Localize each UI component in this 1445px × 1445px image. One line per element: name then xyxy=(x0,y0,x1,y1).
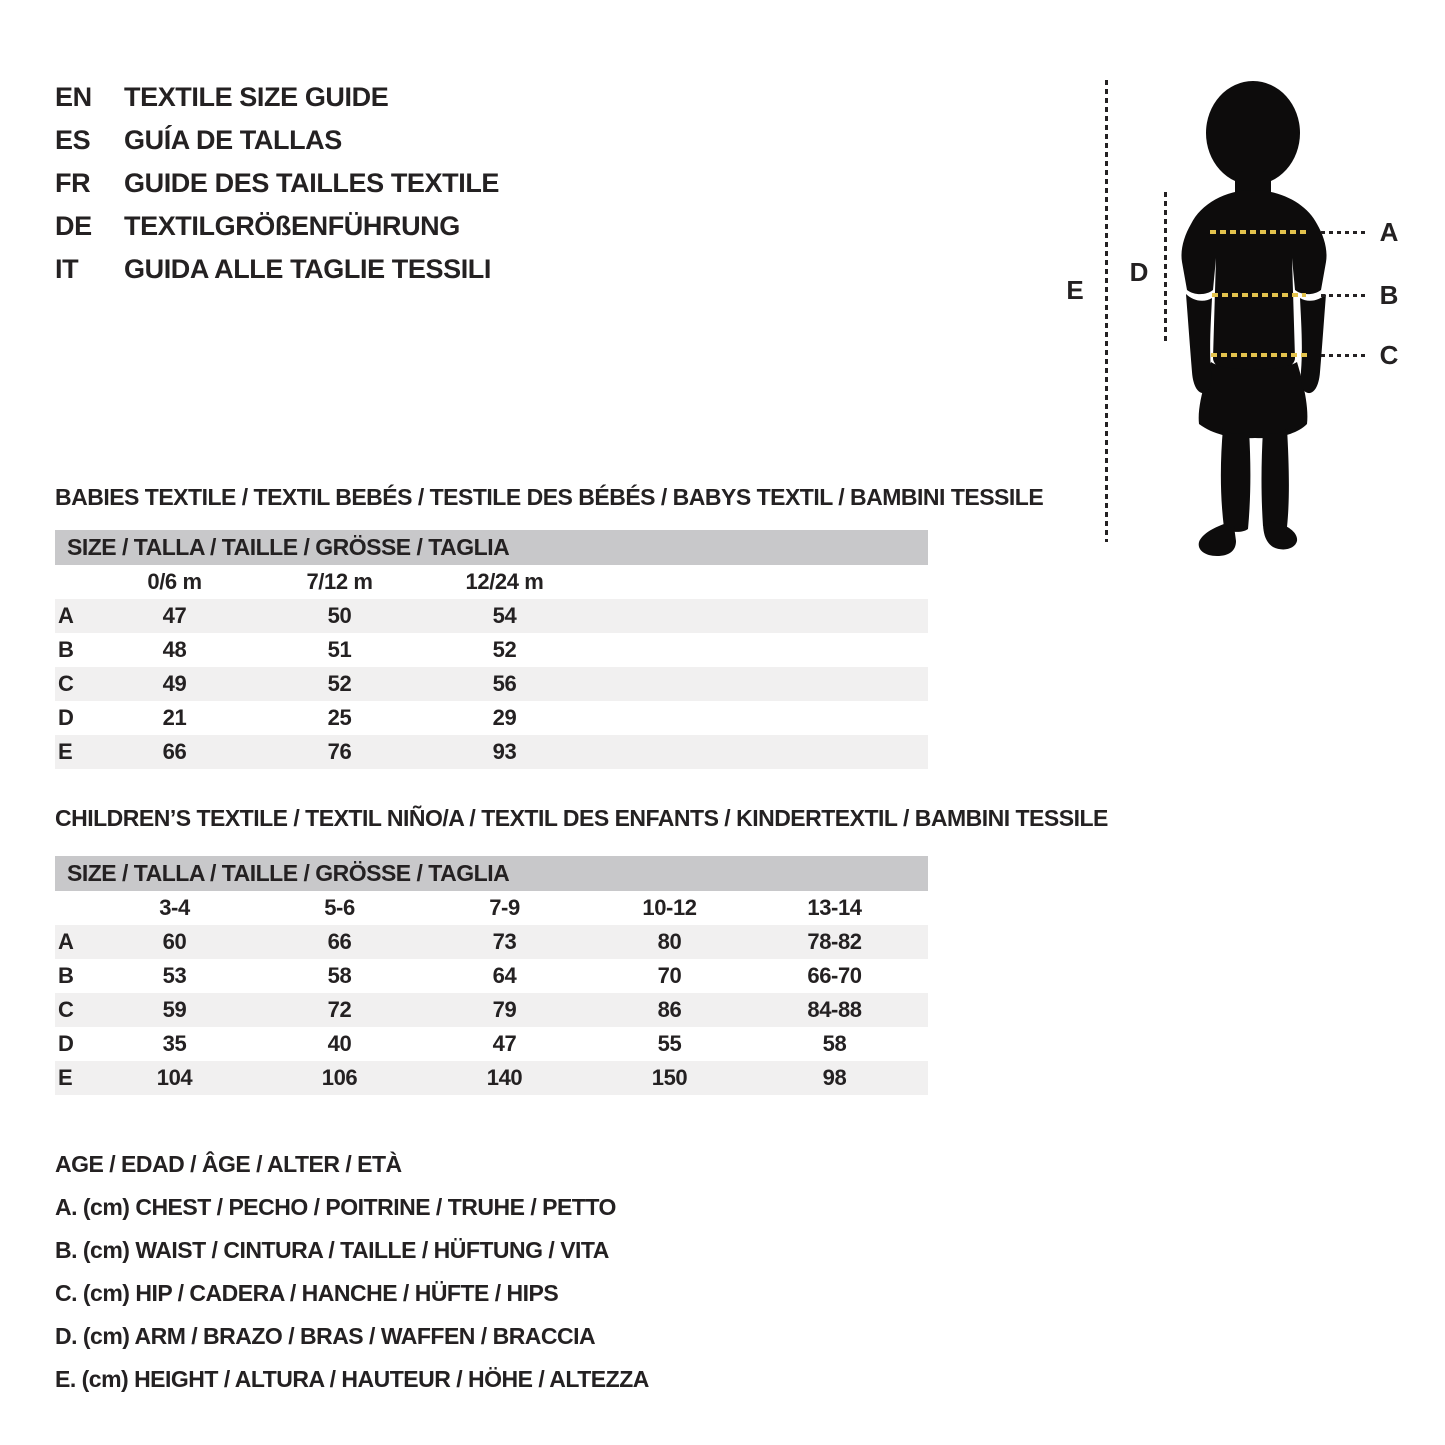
cell: 70 xyxy=(657,963,682,988)
table-row xyxy=(55,1061,928,1095)
cell: 48 xyxy=(162,637,187,662)
cell: 150 xyxy=(651,1065,688,1090)
cell: 98 xyxy=(822,1065,847,1090)
column-header: 0/6 m xyxy=(147,569,202,594)
row-label: E xyxy=(58,739,73,764)
cell: 72 xyxy=(327,997,352,1022)
legend-waist: B. (cm) WAIST / CINTURA / TAILLE / HÜFTUNG / VITA xyxy=(55,1237,609,1263)
cell: 73 xyxy=(492,929,517,954)
size-header-label: SIZE / TALLA / TAILLE / GRÖSSE / TAGLIA xyxy=(67,534,510,560)
cell: 76 xyxy=(327,739,352,764)
cell: 29 xyxy=(492,705,517,730)
measure-label-d: D xyxy=(1129,257,1149,287)
cell: 52 xyxy=(327,671,352,696)
table-row xyxy=(55,599,928,633)
cell: 55 xyxy=(657,1031,682,1056)
children-textile-section xyxy=(55,807,1215,1095)
table-row xyxy=(55,701,928,735)
legend-height: E. (cm) HEIGHT / ALTURA / HAUTEUR / HÖHE / ALTEZZA xyxy=(55,1366,649,1392)
size-header-label: SIZE / TALLA / TAILLE / GRÖSSE / TAGLIA xyxy=(67,860,510,886)
cell: 60 xyxy=(162,929,187,954)
row-label: D xyxy=(58,705,74,730)
cell: 86 xyxy=(657,997,682,1022)
cell: 54 xyxy=(492,603,517,628)
babies-column-header-row xyxy=(55,565,928,599)
hip-measure-dash xyxy=(1211,353,1308,357)
cell: 58 xyxy=(822,1031,847,1056)
lang-code: ES xyxy=(55,125,91,155)
guide-title: TEXTILE SIZE GUIDE xyxy=(124,82,389,112)
measure-label-e: E xyxy=(1066,275,1084,305)
guide-title: GUÍA DE TALLAS xyxy=(124,125,342,155)
table-row xyxy=(55,1027,928,1061)
babies-section-title: BABIES TEXTILE / TEXTIL BEBÉS / TESTILE DES BÉBÉS / BABYS TEXTIL / BAMBINI TESSILE xyxy=(55,484,1044,510)
cell: 49 xyxy=(162,671,187,696)
cell: 58 xyxy=(327,963,352,988)
guide-title: TEXTILGRÖßENFÜHRUNG xyxy=(124,211,460,241)
arm-measure-dotted-line xyxy=(1164,192,1167,344)
lang-code: EN xyxy=(55,82,92,112)
lang-code: DE xyxy=(55,211,92,241)
cell: 64 xyxy=(492,963,517,988)
lang-row-fr xyxy=(55,162,499,205)
lang-row-es xyxy=(55,119,499,162)
cell: 59 xyxy=(162,997,187,1022)
row-label: B xyxy=(58,963,74,988)
children-column-header-row xyxy=(55,891,928,925)
cell: 66-70 xyxy=(807,963,862,988)
lang-row-de xyxy=(55,205,499,248)
measure-label-b: B xyxy=(1379,280,1399,310)
cell: 50 xyxy=(327,603,352,628)
waist-measure-dash xyxy=(1212,293,1306,297)
language-title-block xyxy=(55,76,499,291)
babies-textile-section xyxy=(55,486,1215,769)
column-header: 3-4 xyxy=(159,895,190,920)
column-header: 5-6 xyxy=(324,895,355,920)
cell: 21 xyxy=(162,705,187,730)
babies-table-body xyxy=(55,599,1215,769)
row-label: C xyxy=(58,997,74,1022)
children-size-header-bar xyxy=(55,856,928,891)
cell: 47 xyxy=(162,603,187,628)
cell: 66 xyxy=(162,739,187,764)
table-row xyxy=(55,993,928,1027)
row-label: B xyxy=(58,637,74,662)
chest-measure-dash xyxy=(1210,230,1306,234)
babies-size-header-bar xyxy=(55,530,928,565)
cell: 104 xyxy=(156,1065,193,1090)
table-row xyxy=(55,633,928,667)
cell: 79 xyxy=(492,997,517,1022)
hip-leader-dots xyxy=(1321,354,1365,357)
cell: 56 xyxy=(492,671,517,696)
lang-code: FR xyxy=(55,168,91,198)
cell: 40 xyxy=(327,1031,352,1056)
table-row xyxy=(55,667,928,701)
cell: 51 xyxy=(327,637,352,662)
row-label: A xyxy=(58,929,74,954)
measurement-legend xyxy=(55,1143,649,1401)
cell: 80 xyxy=(657,929,682,954)
column-header: 12/24 m xyxy=(465,569,544,594)
row-label: E xyxy=(58,1065,73,1090)
row-label: C xyxy=(58,671,74,696)
row-label: D xyxy=(58,1031,74,1056)
measure-label-a: A xyxy=(1379,217,1399,247)
lang-code: IT xyxy=(55,254,79,284)
lang-row-it xyxy=(55,248,499,291)
lang-row-en xyxy=(55,76,499,119)
column-header: 7-9 xyxy=(489,895,520,920)
cell: 47 xyxy=(492,1031,517,1056)
legend-hip: C. (cm) HIP / CADERA / HANCHE / HÜFTE / HIPS xyxy=(55,1280,559,1306)
cell: 52 xyxy=(492,637,517,662)
cell: 78-82 xyxy=(807,929,862,954)
column-header: 7/12 m xyxy=(306,569,373,594)
cell: 106 xyxy=(321,1065,358,1090)
table-row xyxy=(55,735,928,769)
column-header: 10-12 xyxy=(642,895,697,920)
table-row xyxy=(55,959,928,993)
cell: 53 xyxy=(162,963,187,988)
waist-leader-dots xyxy=(1321,294,1365,297)
chest-leader-dots xyxy=(1321,231,1365,234)
table-row xyxy=(55,925,928,959)
cell: 25 xyxy=(327,705,352,730)
cell: 84-88 xyxy=(807,997,862,1022)
cell: 66 xyxy=(327,929,352,954)
row-label: A xyxy=(58,603,74,628)
cell: 35 xyxy=(162,1031,187,1056)
legend-chest: A. (cm) CHEST / PECHO / POITRINE / TRUHE / PETTO xyxy=(55,1194,616,1220)
guide-title: GUIDA ALLE TAGLIE TESSILI xyxy=(124,254,491,284)
cell: 93 xyxy=(492,739,517,764)
measure-label-c: C xyxy=(1379,340,1399,370)
height-measure-dotted-line xyxy=(1105,80,1108,542)
legend-age: AGE / EDAD / ÂGE / ALTER / ETÀ xyxy=(55,1151,402,1177)
cell: 140 xyxy=(486,1065,523,1090)
children-table-body xyxy=(55,925,1215,1095)
column-header: 13-14 xyxy=(807,895,862,920)
children-section-title: CHILDREN’S TEXTILE / TEXTIL NIÑO/A / TEXTIL DES ENFANTS / KINDERTEXTIL / BAMBINI TESSILE xyxy=(55,805,1108,831)
legend-arm: D. (cm) ARM / BRAZO / BRAS / WAFFEN / BRACCIA xyxy=(55,1323,596,1349)
guide-title: GUIDE DES TAILLES TEXTILE xyxy=(124,168,500,198)
